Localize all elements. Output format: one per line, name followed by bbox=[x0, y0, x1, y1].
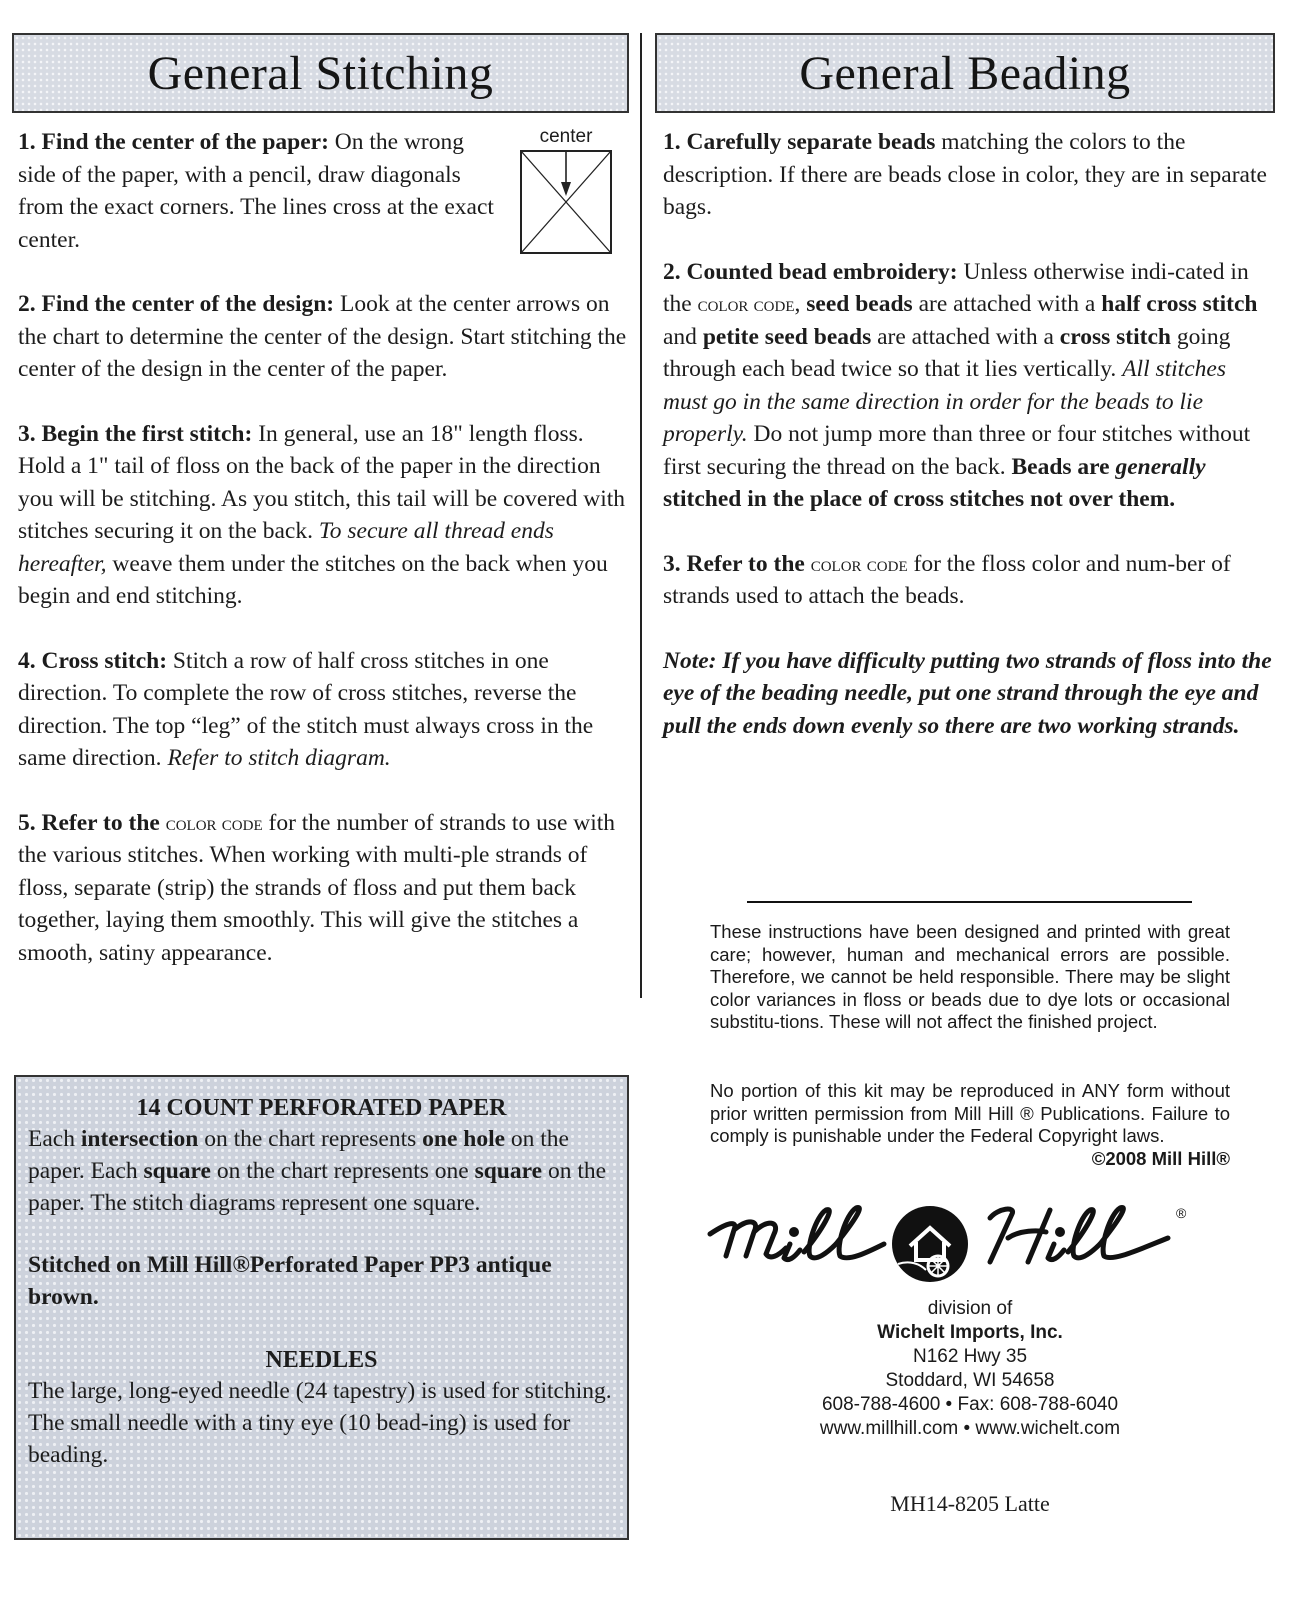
stitching-step-2: 2. Find the center of the design: Look at the center arrows on the chart to determine the center of the design. Start stitching the center of the design in the center of the paper. bbox=[18, 291, 627, 382]
column-divider bbox=[640, 33, 642, 998]
beading-step-2: 2. Counted bead embroidery: Unless otherwise indi-cated in the color code, seed beads are attached with a half cross stitch and petite seed beads are attached with a cross stitch going through each bead twice so that it lies vertically. All stitches must go in the same direction in order for the beads to lie properly. Do not jump more than three or four stitches without first securing the thread on the back. Beads are generally stitched in the place of cross stitches not over them. bbox=[663, 258, 1258, 512]
stitching-step-5: 5. Refer to the color code for the number of strands to use with the various stitches. When working with multi-ple strands of floss, separate (strip) the strands of floss and put them back together, laying them smoothly. This will give the stitches a smooth, satiny appearance. bbox=[18, 809, 616, 966]
center-diagram bbox=[516, 126, 616, 262]
street-address: N162 Hwy 35 bbox=[912, 1346, 1028, 1367]
general-stitching-title: General Stitching bbox=[147, 46, 494, 100]
beading-instructions bbox=[663, 126, 1275, 774]
disclaimer-text: These instructions have been designed and printed with great care; however, human and mechanical errors are possible. Therefore, we cannot be held responsible. There may be slight color variances in floss or beads due to dye lots or occasional substitu-tions. These will not affect the finished project. bbox=[710, 921, 1230, 1032]
perforated-paper-box bbox=[14, 1075, 629, 1540]
center-diagonals-icon bbox=[520, 150, 612, 254]
beading-step-3: 3. Refer to the color code for the floss color and num-ber of strands used to attach the beads. bbox=[663, 550, 1231, 609]
stitching-instructions bbox=[18, 126, 630, 1001]
division-line: division of bbox=[927, 1298, 1013, 1319]
company-name: Wichelt Imports, Inc. bbox=[877, 1322, 1063, 1343]
city-state-zip: Stoddard, WI 54658 bbox=[885, 1370, 1055, 1391]
center-label: center bbox=[539, 126, 593, 147]
beading-step-1: 1. Carefully separate beads matching the colors to the description. If there are beads close in color, they are in separate bags. bbox=[663, 129, 1267, 220]
beading-note: Note: If you have difficulty putting two strands of floss into the eye of the beading needle, put one strand through the eye and pull the ends down evenly so there are two working strands. bbox=[663, 647, 1272, 739]
copyright-notice-text: No portion of this kit may be reproduced in ANY form without prior written permission from Mill Hill ® Publications. Failure to comply is punishable under the Federal Copyright laws. bbox=[710, 1080, 1230, 1146]
general-beading-title: General Beading bbox=[799, 46, 1131, 100]
stitching-step-1: center 1. Find the center of the paper: On the wrong side of the paper, with a pencil, draw diagonals from the exact corners. The lines cross at the exact center. bbox=[18, 126, 630, 256]
mill-hill-logo-icon bbox=[698, 1200, 1208, 1300]
stitching-step-3: 3. Begin the first stitch: In general, use an 18" length floss. Hold a 1" tail of floss on the back of the paper in the direction you will be stitching. As you stitch, this tail will be covered with stitches securing it on the back. To secure all thread ends hereafter, weave them under the stitches on the back when you begin and end stitching. bbox=[18, 420, 626, 609]
company-address bbox=[760, 1297, 1180, 1441]
paper-box-description: Each intersection on the chart represents one hole on the paper. Each square on the chart represents one square on the paper. The stitch diagrams represent one square. bbox=[28, 1126, 607, 1216]
general-stitching-header bbox=[12, 33, 629, 113]
websites: www.millhill.com • www.wichelt.com bbox=[819, 1418, 1121, 1439]
paper-box-heading: 14 COUNT PERFORATED PAPER bbox=[136, 1095, 507, 1121]
product-code: MH14-8205 Latte bbox=[890, 1491, 1050, 1516]
mill-hill-logo bbox=[698, 1200, 1208, 1300]
horizontal-rule bbox=[747, 901, 1192, 903]
needles-heading: NEEDLES bbox=[265, 1347, 378, 1373]
svg-text:®: ® bbox=[1176, 1205, 1187, 1221]
general-beading-header bbox=[655, 33, 1275, 113]
needles-text: The large, long-eyed needle (24 tapestry) is used for stitching. The small needle with a tiny eye (10 bead-ing) is used for beading. bbox=[28, 1378, 612, 1468]
phone-fax: 608-788-4600 • Fax: 608-788-6040 bbox=[821, 1394, 1119, 1415]
stitching-step-4: 4. Cross stitch: Stitch a row of half cross stitches in one direction. To complete the row of cross stitches, reverse the direction. The top “leg” of the stitch must always cross in the same direction. Refer to stitch diagram. bbox=[18, 647, 594, 771]
copyright-notice bbox=[710, 1080, 1230, 1170]
stitched-on-line: Stitched on Mill Hill®Perforated Paper PP3 antique brown. bbox=[28, 1252, 552, 1310]
copyright-line: ©2008 Mill Hill® bbox=[1091, 1147, 1230, 1169]
